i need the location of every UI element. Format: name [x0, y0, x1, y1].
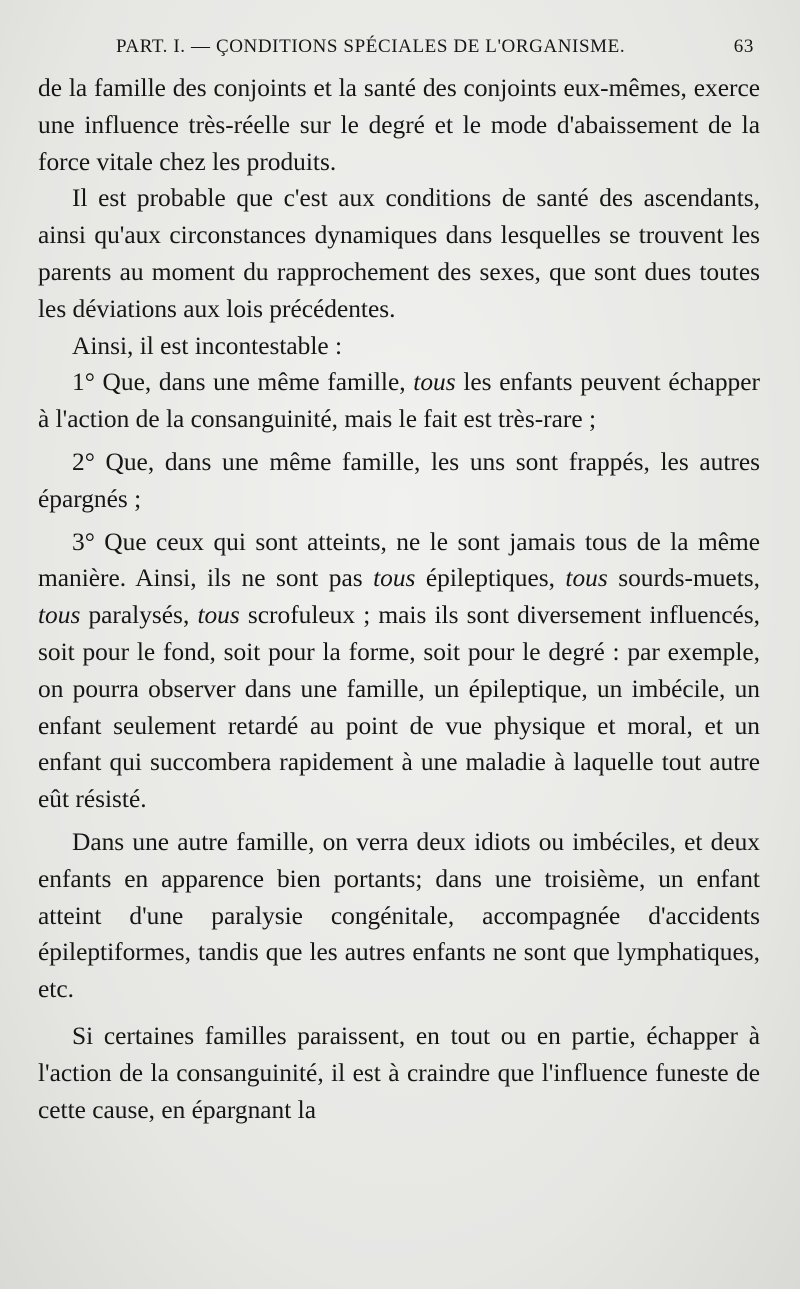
paragraph-6-text-c: sourds-muets,	[607, 564, 760, 593]
paragraph-6	[38, 524, 760, 818]
paragraph-6-text-d: paralysés,	[80, 601, 198, 630]
paragraph-1	[38, 70, 760, 180]
paragraph-2-text: Il est probable que c'est aux conditions de santé des ascendants, ainsi qu'aux circonstances dynamiques dans lesquelles se trouvent les parents au moment du rapprochement des sexes, que sont dues toutes les déviations aux lois précédentes.	[38, 184, 760, 323]
running-title: PART. I. — ÇONDITIONS SPÉCIALES DE L'ORGANISME.	[116, 36, 626, 57]
paragraph-6-italic-1: tous	[373, 564, 416, 593]
paragraph-7-text: Dans une autre famille, on verra deux idiots ou imbéciles, et deux enfants en apparence bien portants; dans une troisième, un enfant atteint d'une paralysie congénitale, accompagnée d'accidents épileptiformes, tandis que les autres enfants ne sont que lymphatiques, etc.	[38, 827, 760, 1004]
paragraph-6-text-a: 3° Que ceux qui sont atteints, ne le sont jamais tous de la même manière. Ainsi, ils ne sont pas	[38, 527, 760, 593]
paragraph-8	[38, 1018, 760, 1128]
paragraph-7	[38, 824, 760, 1008]
paragraph-8-text: Si certaines familles paraissent, en tout ou en partie, échapper à l'action de la consanguinité, il est à craindre que l'influence funeste de cette cause, en épargnant la	[38, 1021, 760, 1124]
running-header	[38, 36, 760, 66]
page-number: 63	[733, 36, 754, 57]
paragraph-2	[38, 180, 760, 327]
paragraph-5	[38, 444, 760, 518]
paragraph-4	[38, 364, 760, 438]
paragraph-6-italic-3: tous	[38, 601, 81, 630]
paragraph-3-text: Ainsi, il est incontestable :	[72, 331, 343, 360]
paragraph-1-text: de la famille des conjoints et la santé des conjoints eux-mêmes, exerce une influence très-réelle sur le degré et le mode d'abaissement de la force vitale chez les produits.	[38, 74, 760, 176]
paragraph-4-text-b: les enfants peuvent échapper à l'action de la consanguinité, mais le fait est très-rare ;	[38, 368, 760, 434]
paragraph-6-italic-2: tous	[565, 564, 608, 593]
paragraph-4-text-a: 1° Que, dans une même famille,	[72, 368, 414, 397]
paragraph-5-text: 2° Que, dans une même famille, les uns sont frappés, les autres épargnés ;	[38, 447, 760, 513]
paragraph-4-italic-1: tous	[413, 368, 456, 397]
paragraph-3	[38, 328, 760, 365]
body-text	[38, 70, 760, 1128]
paragraph-6-text-b: épileptiques,	[415, 564, 566, 593]
paragraph-6-text-e: scrofuleux ; mais ils sont diversement influencés, soit pour le fond, soit pour la forme, soit pour le degré : par exemple, on pourra observer dans une famille, un épileptique, un imbécile, un enfant seulement retardé au point de vue physique et moral, et un enfant qui succombera rapidement à une maladie à laquelle tout autre eût résisté.	[38, 601, 761, 814]
paragraph-6-italic-4: tous	[197, 601, 240, 630]
